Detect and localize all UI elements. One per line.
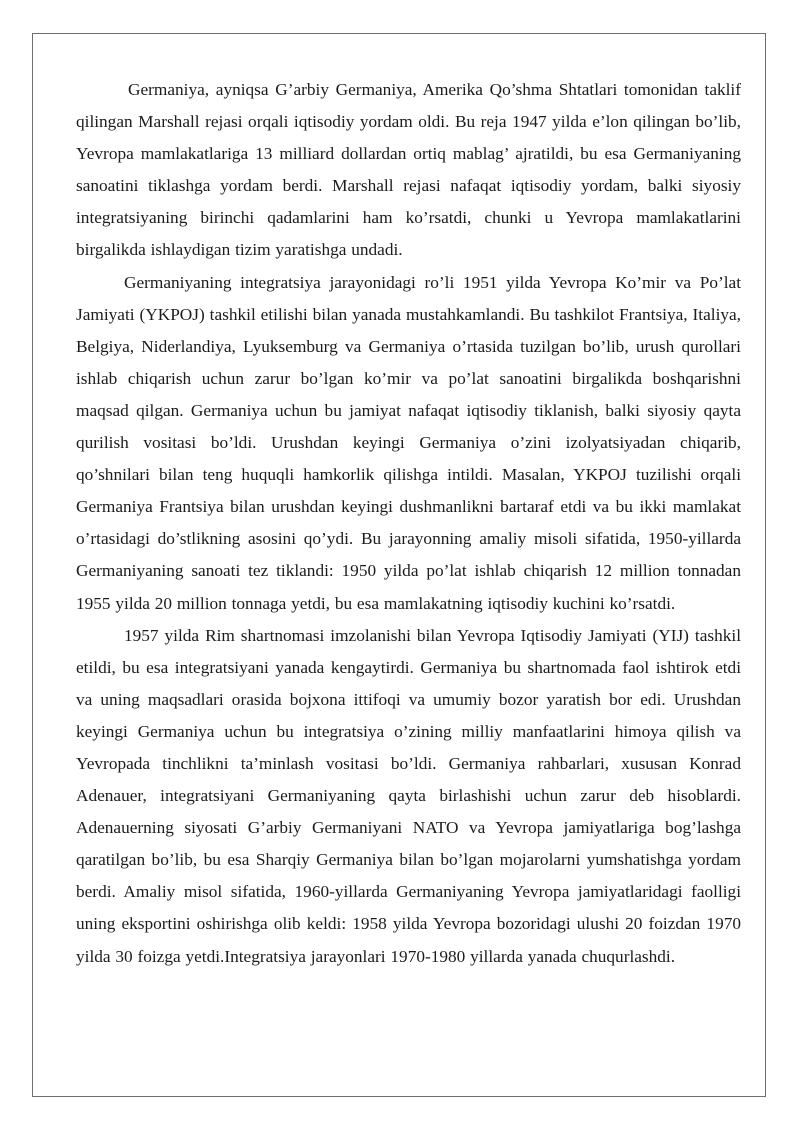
- document-body: [76, 74, 741, 973]
- paragraph-ecsc: Germaniyaning integratsiya jarayonidagi ro’li 1951 yilda Yevropa Ko’mir va Po’lat Jamiyati (YKPOJ) tashkil etilishi bilan yanada mustahkamlandi. Bu tashkilot Frantsiya, Italiya, Belgiya, Niderlandiya, Lyuksemburg va Germaniya o’rtasida tuzilgan bo’lib, urush qurollari ishlab chiqarish uchun zarur bo’lgan ko’mir va po’lat sanoatini birgalikda boshqarishni maqsad qilgan. Germaniya uchun bu jamiyat nafaqat iqtisodiy tiklanish, balki siyosiy qayta qurilish vositasi bo’ldi. Urushdan keyingi Germaniya o’zini izolyatsiyadan chiqarib, qo’shnilari bilan teng huquqli hamkorlik qilishga intildi. Masalan, YKPOJ tuzilishi orqali Germaniya Frantsiya bilan urushdan keyingi dushmanlikni bartaraf etdi va bu ikki mamlakat o’rtasidagi do’stlikning asosini qo’ydi. Bu jarayonning amaliy misoli sifatida, 1950-yillarda Germaniyaning sanoati tez tiklandi: 1950 yilda po’lat ishlab chiqarish 12 million tonnadan 1955 yilda 20 million tonnaga yetdi, bu esa mamlakatning iqtisodiy kuchini ko’rsatdi.: [76, 272, 741, 613]
- paragraph-rome-treaty: 1957 yilda Rim shartnomasi imzolanishi bilan Yevropa Iqtisodiy Jamiyati (YIJ) tashkil etildi, bu esa integratsiyani yanada kengaytirdi. Germaniya bu shartnomada faol ishtirok etdi va uning maqsadlari orasida bojxona ittifoqi va umumiy bozor yaratish bor edi. Urushdan keyingi Germaniya uchun bu integratsiya o’zining milliy manfaatlarini himoya qilish va Yevropada tinchlikni ta’minlash vositasi bo’ldi. Germaniya rahbarlari, xususan Konrad Adenauer, integratsiyani Germaniyaning qayta birlashishi uchun zarur deb hisoblardi. Adenauerning siyosati G’arbiy Germaniyani NATO va Yevropa jamiyatlariga bog’lashga qaratilgan bo’lib, bu esa Sharqiy Germaniya bilan bo’lgan mojarolarni yumshatishga yordam berdi. Amaliy misol sifatida, 1960-yillarda Germaniyaning Yevropa jamiyatlaridagi faolligi uning eksportini oshirishga olib keldi: 1958 yilda Yevropa bozoridagi ulushi 20 foizdan 1970 yilda 30 foizga yetdi.Integratsiya jarayonlari 1970-1980 yillarda yanada chuqurlashdi.: [76, 625, 741, 966]
- paragraph-marshall-plan: Germaniya, ayniqsa G’arbiy Germaniya, Amerika Qo’shma Shtatlari tomonidan taklif qilingan Marshall rejasi orqali iqtisodiy yordam oldi. Bu reja 1947 yilda e’lon qilingan bo’lib, Yevropa mamlakatlariga 13 milliard dollardan ortiq mablag’ ajratildi, bu esa Germaniyaning sanoatini tiklashga yordam berdi. Marshall rejasi nafaqat iqtisodiy yordam, balki siyosiy integratsiyaning birinchi qadamlarini ham ko’rsatdi, chunki u Yevropa mamlakatlarini birgalikda ishlaydigan tizim yaratishga undadi.: [76, 80, 741, 260]
